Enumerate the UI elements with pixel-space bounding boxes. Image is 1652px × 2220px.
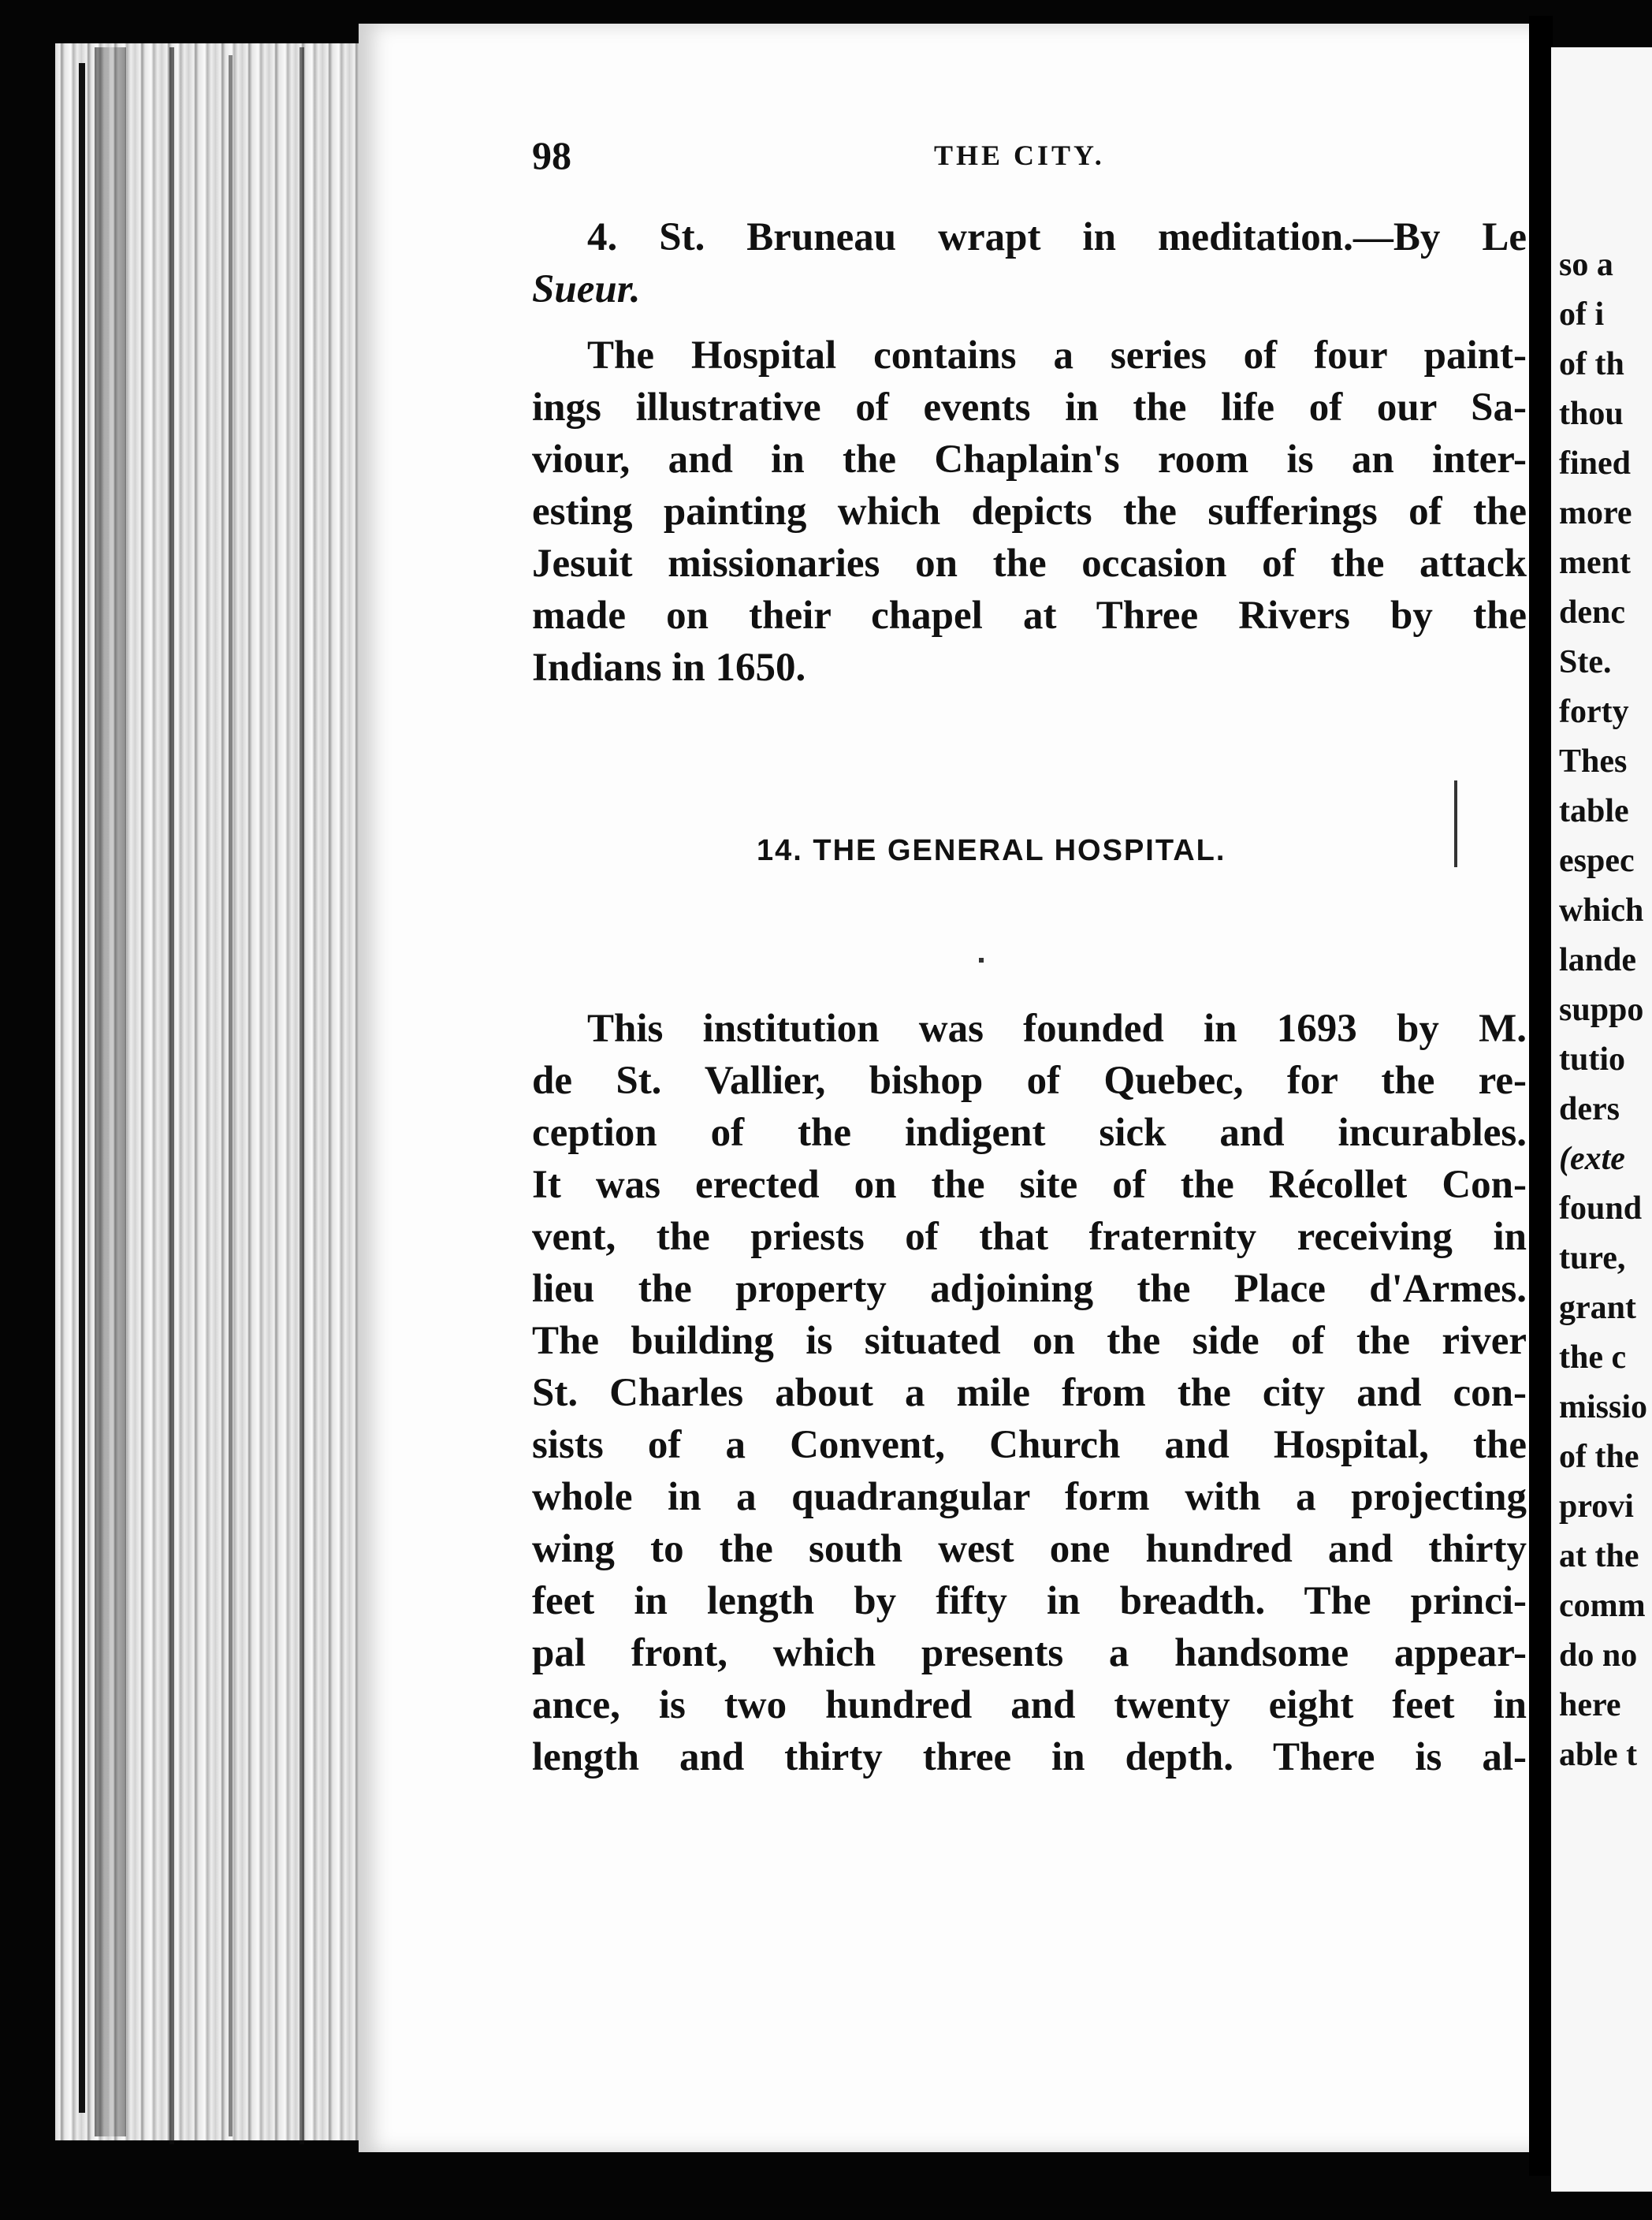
facing-page-line: (exte (1559, 1141, 1625, 1177)
facing-page-line: which (1559, 892, 1644, 929)
text-line: lieu the property adjoining the Place d'Armes. (532, 1267, 1527, 1311)
text-line: 4. St. Bruneau wrapt in meditation.—By Le (587, 215, 1527, 259)
paragraph-item-4 (532, 211, 1527, 315)
page-edge-dark-line (79, 63, 85, 2113)
facing-page-line: at the (1559, 1538, 1639, 1574)
scan-scratch-mark (1454, 780, 1457, 867)
facing-page-line: thou (1559, 396, 1624, 432)
page-edge-dark-line (169, 47, 174, 2144)
text-line: length and thirty three in depth. There is al- (532, 1735, 1527, 1779)
facing-page-line: forty (1559, 694, 1629, 730)
facing-page-line: ders (1559, 1091, 1620, 1127)
scan-dust-mark (979, 958, 984, 963)
text-line: viour, and in the Chaplain's room is an inter- (532, 438, 1527, 482)
text-line: This institution was founded in 1693 by M. (587, 1007, 1527, 1051)
facing-page-line: of the (1559, 1439, 1639, 1475)
facing-page-line: the c (1559, 1339, 1627, 1376)
facing-page-line: denc (1559, 594, 1625, 631)
facing-page-line: of i (1559, 296, 1605, 333)
facing-page-line: so a (1559, 247, 1613, 283)
facing-page-line: table (1559, 793, 1629, 829)
page-edge-dark-line (300, 47, 304, 2144)
facing-page-line: fined (1559, 445, 1632, 482)
text-line: esting painting which depicts the sufferings of the (532, 490, 1527, 534)
text-line: vent, the priests of that fraternity receiving in (532, 1215, 1527, 1259)
text-line: de St. Vallier, bishop of Quebec, for the re- (532, 1059, 1527, 1103)
facing-page-line: espec (1559, 843, 1635, 879)
facing-page-line: more (1559, 495, 1632, 531)
text-line: made on their chapel at Three Rivers by the (532, 594, 1527, 638)
facing-page-line: here (1559, 1687, 1621, 1723)
running-head: THE CITY. (934, 140, 1105, 171)
facing-page-line: ment (1559, 545, 1631, 581)
text-line: Indians in 1650. (532, 646, 806, 690)
facing-page-fragment (1551, 47, 1652, 2192)
text-line: ception of the indigent sick and incurables. (532, 1111, 1527, 1155)
paragraph-general-hospital (532, 1003, 1527, 1783)
facing-page-line: found (1559, 1190, 1643, 1227)
facing-page-line: Ste. (1559, 644, 1612, 680)
text-line: pal front, which presents a handsome appear- (532, 1631, 1527, 1675)
paragraph-hospital-paintings (532, 330, 1527, 694)
facing-page-line: do no (1559, 1637, 1638, 1674)
facing-page-line: of th (1559, 346, 1624, 382)
text-line: feet in length by fifty in breadth. The princi- (532, 1579, 1527, 1623)
facing-page-line: ture, (1559, 1240, 1626, 1276)
text-line: sists of a Convent, Church and Hospital, the (532, 1423, 1527, 1467)
text-line: Jesuit missionaries on the occasion of the attack (532, 542, 1527, 586)
page-number: 98 (532, 133, 571, 177)
text-line: The building is situated on the side of the river (532, 1319, 1527, 1363)
text-line: The Hospital contains a series of four paint- (587, 333, 1527, 378)
text-line: It was erected on the site of the Récollet Con- (532, 1163, 1527, 1207)
facing-page-line: able t (1559, 1737, 1638, 1773)
page-header (532, 132, 1525, 180)
facing-page-line: tutio (1559, 1041, 1625, 1078)
facing-page-line: lande (1559, 942, 1637, 978)
text-line: wing to the south west one hundred and thirty (532, 1527, 1527, 1571)
text-line: whole in a quadrangular form with a projecting (532, 1475, 1527, 1519)
text-line: Sueur. (532, 267, 641, 311)
page-edge-dark-line (229, 55, 233, 2136)
facing-page-line: missio (1559, 1389, 1648, 1425)
facing-page-line: suppo (1559, 992, 1644, 1028)
section-title: 14. THE GENERAL HOSPITAL. (757, 834, 1226, 867)
text-line: ings illustrative of events in the life of our Sa- (532, 386, 1527, 430)
facing-page-line: grant (1559, 1290, 1636, 1326)
facing-page-line: Thes (1559, 743, 1628, 780)
text-line: ance, is two hundred and twenty eight feet in (532, 1683, 1527, 1727)
text-line: St. Charles about a mile from the city and con- (532, 1371, 1527, 1415)
facing-page-line: provi (1559, 1488, 1634, 1525)
page-edges-shadow (95, 47, 126, 2136)
facing-page-line: comm (1559, 1588, 1646, 1624)
book-gutter (1529, 16, 1553, 2176)
